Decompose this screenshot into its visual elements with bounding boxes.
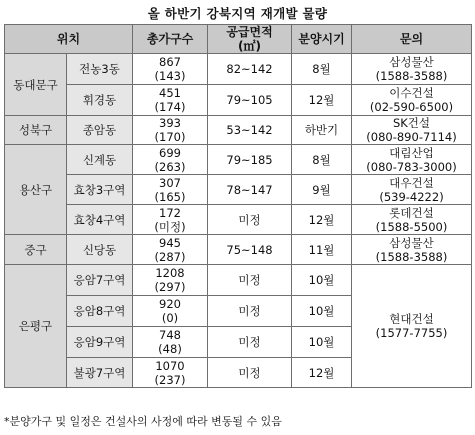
inquiry-cell	[352, 85, 472, 116]
period-cell: 8월	[292, 54, 352, 85]
period-cell: 11월	[292, 235, 352, 265]
area-cell: 75~148	[208, 235, 292, 265]
period-cell: 하반기	[292, 116, 352, 145]
period-cell: 12월	[292, 85, 352, 116]
total-units: 867	[159, 55, 181, 69]
company-name: SK건설	[392, 116, 431, 130]
sale-units: ( 165 )	[133, 190, 207, 204]
table-row	[5, 265, 472, 296]
inquiry-cell	[352, 175, 472, 205]
total-units: 920	[159, 297, 181, 311]
redevelopment-table	[4, 24, 472, 388]
company-name: 롯데건설	[389, 205, 434, 220]
sale-units: ( 170 )	[133, 130, 207, 144]
phone-number: ( 02-590-6500 )	[352, 100, 471, 114]
company-name: 삼성물산	[389, 55, 434, 69]
inquiry-cell	[352, 54, 472, 85]
page-title: 올 하반기 강북지역 재개발 물량	[147, 6, 328, 21]
sale-units: ( 287 )	[133, 250, 207, 264]
sale-units: ( 263 )	[133, 160, 207, 174]
period-cell: 10월	[292, 265, 352, 296]
district-cell: 효창3구역	[67, 175, 133, 205]
region-cell: 성북구	[5, 116, 67, 145]
inquiry-cell	[352, 205, 472, 235]
total-units: 748	[159, 328, 181, 342]
units-cell	[133, 175, 208, 205]
region-cell: 용산구	[5, 145, 67, 235]
period-cell: 10월	[292, 327, 352, 358]
total-units: 699	[159, 145, 181, 160]
units-cell	[133, 54, 208, 85]
phone-number: ( 080-890-7114 )	[352, 130, 471, 144]
region-cell: 은평구	[5, 265, 67, 388]
district-cell: 효창4구역	[67, 205, 133, 235]
area-cell: 79~105	[208, 85, 292, 116]
area-cell: 53~142	[208, 116, 292, 145]
area-cell: 미정	[208, 296, 292, 327]
sale-units: ( 297 )	[133, 280, 207, 294]
units-cell	[133, 145, 208, 175]
header-location: 위치	[5, 25, 133, 54]
sale-units: ( 174 )	[133, 100, 207, 114]
table-header-row	[5, 25, 472, 54]
table-row	[5, 85, 472, 116]
table-row	[5, 175, 472, 205]
period-cell: 8월	[292, 145, 352, 175]
header-total-units: 총가구수	[133, 25, 208, 54]
phone-number: ( 1588-3588 )	[352, 250, 471, 264]
header-supply-area	[208, 25, 292, 54]
header-area-label: 공급면적	[226, 25, 273, 39]
header-sale-period: 분양시기	[292, 25, 352, 54]
period-cell: 12월	[292, 205, 352, 235]
district-cell: 불광7구역	[67, 358, 133, 388]
company-name: 현대건설	[389, 312, 434, 326]
district-cell: 신당동	[67, 235, 133, 265]
table-row	[5, 116, 472, 145]
area-cell: 미정	[208, 358, 292, 388]
table-row	[5, 205, 472, 235]
units-cell	[133, 327, 208, 358]
table-row	[5, 145, 472, 175]
inquiry-cell	[352, 116, 472, 145]
district-cell: 신계동	[67, 145, 133, 175]
area-cell: 미정	[208, 327, 292, 358]
district-cell: 응암8구역	[67, 296, 133, 327]
sale-units: ( 0 )	[133, 311, 207, 325]
phone-number: ( 080-783-3000 )	[352, 160, 471, 174]
units-cell	[133, 205, 208, 235]
sale-units: ( 237 )	[133, 373, 207, 387]
total-units: 172	[159, 205, 181, 220]
total-units: 1208	[155, 266, 185, 280]
phone-number: ( 1588-5500 )	[352, 220, 471, 234]
period-cell: 12월	[292, 358, 352, 388]
phone-number: ( 539-4222 )	[352, 190, 471, 204]
units-cell	[133, 296, 208, 327]
company-name: 삼성물산	[389, 235, 434, 250]
company-name: 이수건설	[389, 86, 434, 100]
units-cell	[133, 235, 208, 265]
sale-units: ( 143 )	[133, 69, 207, 83]
period-cell: 10월	[292, 296, 352, 327]
sale-units: ( 48 )	[133, 342, 207, 356]
inquiry-cell	[352, 145, 472, 175]
area-cell: 82~142	[208, 54, 292, 85]
inquiry-cell	[352, 265, 472, 388]
table-row	[5, 235, 472, 265]
area-cell: 78~147	[208, 175, 292, 205]
units-cell	[133, 265, 208, 296]
phone-number: ( 1588-3588 )	[352, 69, 471, 83]
period-cell: 9월	[292, 175, 352, 205]
company-name: 대림산업	[389, 145, 434, 160]
inquiry-cell	[352, 235, 472, 265]
total-units: 307	[159, 175, 181, 190]
header-inquiry: 문의	[352, 25, 472, 54]
district-cell: 전농3동	[67, 54, 133, 85]
district-cell: 응암9구역	[67, 327, 133, 358]
area-cell: 미정	[208, 265, 292, 296]
total-units: 451	[159, 86, 181, 100]
district-cell: 휘경동	[67, 85, 133, 116]
region-cell: 중구	[5, 235, 67, 265]
phone-number: ( 1577-7755 )	[352, 326, 471, 340]
region-cell: 동대문구	[5, 54, 67, 116]
total-units: 945	[159, 235, 181, 250]
total-units: 393	[159, 116, 181, 130]
units-cell	[133, 116, 208, 145]
district-cell: 응암7구역	[67, 265, 133, 296]
company-name: 대우건설	[389, 175, 434, 190]
sale-units: ( 미정 )	[133, 220, 207, 234]
header-area-unit: (㎡)	[238, 39, 261, 53]
area-cell: 79~185	[208, 145, 292, 175]
footnote: *분양가구 및 일정은 건설사의 사정에 따라 변동될 수 있음	[4, 415, 282, 428]
district-cell: 종암동	[67, 116, 133, 145]
total-units: 1070	[155, 358, 185, 373]
units-cell	[133, 358, 208, 388]
area-cell: 미정	[208, 205, 292, 235]
table-row	[5, 54, 472, 85]
units-cell	[133, 85, 208, 116]
